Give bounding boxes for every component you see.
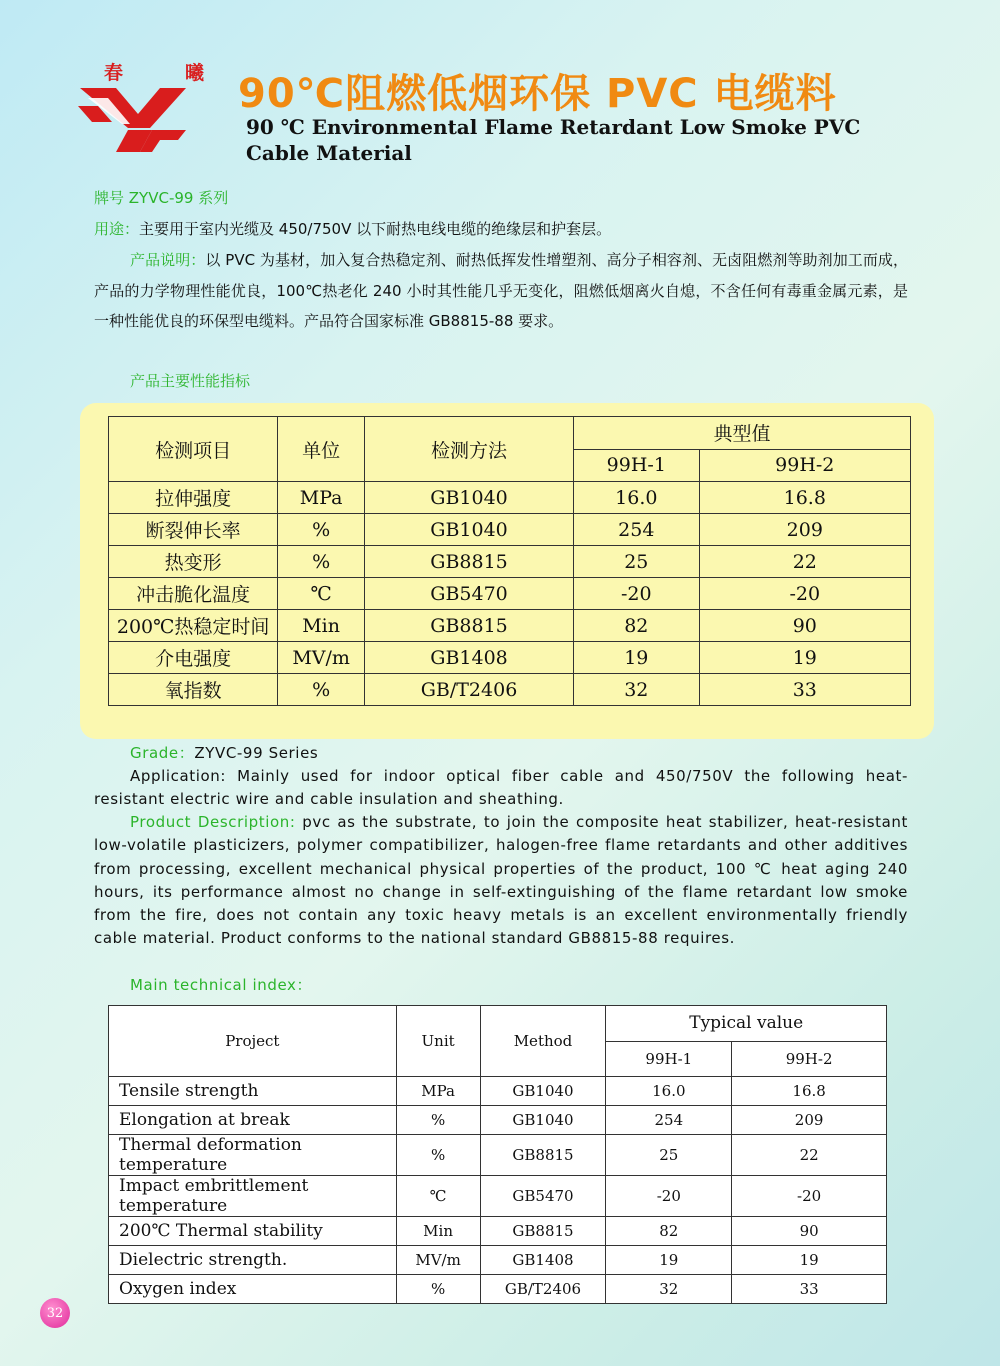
cell-item: Impact embrittlement temperature [109, 1176, 397, 1217]
table-row [109, 1275, 887, 1304]
grade-en-label: Grade： [130, 744, 195, 762]
cell-method: GB8815 [364, 610, 573, 642]
header-typical: 典型值 [574, 417, 911, 450]
cell-v2: 209 [732, 1106, 887, 1135]
application-en: Application: Mainly used for indoor optical fiber cable and 450/750V the following heat-resistant electric wire and cable insulation and sheathing. [94, 767, 908, 809]
cell-v1: 16.0 [574, 482, 700, 514]
cell-method: GB8815 [480, 1217, 606, 1246]
cell-unit: ℃ [396, 1176, 480, 1217]
description-cn-label: 产品说明： [130, 251, 206, 269]
description-en-text: pvc as the substrate, to join the composite heat stabilizer, heat-resistant low-volatile plasticizers, polymer compatibilizer, halogen-free flame retardants and other additives from processing, excellent mechanical physical properties of the product, 100 ℃ heat aging 240 hours, its performance almost no change in self-extinguishing of the flame retardant low smoke from the fire, does not contain any toxic heavy metals is an excellent environmentally friendly cable material. Product conforms to the national standard GB8815-88 requires. [94, 813, 908, 948]
cell-item: Tensile strength [109, 1077, 397, 1106]
grade-cn [94, 183, 908, 213]
cell-unit: MPa [396, 1077, 480, 1106]
cell-v2: 22 [732, 1135, 887, 1176]
table-row [109, 674, 911, 706]
cell-v1: 32 [574, 674, 700, 706]
cell-v1: -20 [574, 578, 700, 610]
cell-item: 热变形 [109, 546, 278, 578]
logo-char-1: 春 [104, 62, 124, 84]
index-en-label: Main technical index： [130, 976, 313, 994]
table-row [109, 610, 911, 642]
cell-unit: % [396, 1106, 480, 1135]
page-title-cn: 90℃阻燃低烟环保 PVC 电缆料 [238, 71, 837, 117]
grade-en-text: ZYVC-99 Series [194, 744, 319, 762]
cell-v1: -20 [606, 1176, 732, 1217]
cell-item: 氧指数 [109, 674, 278, 706]
cell-unit: % [396, 1135, 480, 1176]
cell-item: 断裂伸长率 [109, 514, 278, 546]
cell-method: GB1408 [480, 1246, 606, 1275]
cell-item: Oxygen index [109, 1275, 397, 1304]
cell-method: GB5470 [480, 1176, 606, 1217]
usage-cn-text: 主要用于室内光缆及 450/750V 以下耐热电线电缆的绝缘层和护套层。 [139, 220, 612, 238]
cell-v1: 16.0 [606, 1077, 732, 1106]
cell-v2: -20 [699, 578, 910, 610]
cell-v1: 254 [574, 514, 700, 546]
header-item: 检测项目 [109, 417, 278, 482]
cell-v2: 209 [699, 514, 910, 546]
performance-table-cn [108, 416, 911, 706]
cell-method: GB8815 [480, 1135, 606, 1176]
usage-cn-label: 用途： [94, 220, 140, 238]
table-row [109, 1217, 887, 1246]
cell-v2: -20 [732, 1176, 887, 1217]
description-cn [94, 245, 908, 337]
cell-unit: Min [278, 610, 365, 642]
cell-item: Dielectric strength. [109, 1246, 397, 1275]
cell-v1: 82 [606, 1217, 732, 1246]
brand-logo [78, 58, 204, 158]
header-method: 检测方法 [364, 417, 573, 482]
cell-item: 200℃ Thermal stability [109, 1217, 397, 1246]
header-typical: Typical value [606, 1006, 887, 1042]
cell-v2: 33 [732, 1275, 887, 1304]
cell-item: 冲击脆化温度 [109, 578, 278, 610]
cell-method: GB5470 [364, 578, 573, 610]
cell-v2: 19 [732, 1246, 887, 1275]
header-item: Project [109, 1006, 397, 1077]
table-row [109, 514, 911, 546]
performance-table-en [108, 1005, 887, 1304]
cell-method: GB/T2406 [480, 1275, 606, 1304]
cell-method: GB1040 [364, 514, 573, 546]
table-row [109, 1077, 887, 1106]
page-title-en: 90 ℃ Environmental Flame Retardant Low Smoke PVC Cable Material [246, 115, 861, 165]
cell-unit: % [278, 546, 365, 578]
header-v2: 99H-2 [732, 1041, 887, 1077]
cell-v2: 16.8 [732, 1077, 887, 1106]
header-v1: 99H-1 [574, 449, 700, 482]
index-cn-label: 产品主要性能指标 [130, 372, 251, 390]
table-row [109, 546, 911, 578]
cell-unit: Min [396, 1217, 480, 1246]
cell-unit: MV/m [278, 642, 365, 674]
grade-cn-text: 牌号 ZYVC-99 系列 [94, 189, 229, 207]
cell-method: GB1408 [364, 642, 573, 674]
cell-method: GB1040 [480, 1106, 606, 1135]
cell-v1: 82 [574, 610, 700, 642]
header-v2: 99H-2 [699, 449, 910, 482]
cell-item: Thermal deformation temperature [109, 1135, 397, 1176]
cell-item: Elongation at break [109, 1106, 397, 1135]
cell-unit: % [278, 674, 365, 706]
cell-v1: 25 [606, 1135, 732, 1176]
grade-en [94, 742, 908, 765]
cell-v2: 19 [699, 642, 910, 674]
table-row [109, 482, 911, 514]
usage-cn [94, 214, 908, 244]
header-unit: Unit [396, 1006, 480, 1077]
description-cn-text: 以 PVC 为基材，加入复合热稳定剂、耐热低挥发性增塑剂、高分子相容剂、无卤阻燃剂等助剂加工而成，产品的力学物理性能优良，100℃热老化 240 小时其性能几乎无变化，阻燃低烟离火自熄，不含任何有毒重金属元素，是一种性能优良的环保型电缆料。产品符合国家标准 GB8815-88 要求。 [94, 251, 908, 330]
page-number: 32 [40, 1298, 70, 1328]
cell-v1: 25 [574, 546, 700, 578]
logo-mark-icon [78, 84, 188, 154]
cell-v1: 19 [574, 642, 700, 674]
cell-v2: 16.8 [699, 482, 910, 514]
description-en-label: Product Description: [130, 813, 296, 831]
cell-item: 200℃热稳定时间 [109, 610, 278, 642]
cell-v1: 19 [606, 1246, 732, 1275]
cell-unit: % [396, 1275, 480, 1304]
table-row [109, 1135, 887, 1176]
description-en [94, 811, 908, 951]
header-unit: 单位 [278, 417, 365, 482]
table-row [109, 1176, 887, 1217]
header-v1: 99H-1 [606, 1041, 732, 1077]
cell-method: GB/T2406 [364, 674, 573, 706]
table-row [109, 642, 911, 674]
cell-v2: 90 [732, 1217, 887, 1246]
cell-v2: 33 [699, 674, 910, 706]
logo-char-2: 曦 [184, 62, 204, 84]
table-row [109, 1246, 887, 1275]
cell-item: 拉伸强度 [109, 482, 278, 514]
cell-unit: MPa [278, 482, 365, 514]
cell-item: 介电强度 [109, 642, 278, 674]
cell-v1: 254 [606, 1106, 732, 1135]
cell-unit: % [278, 514, 365, 546]
cell-unit: MV/m [396, 1246, 480, 1275]
cell-v2: 22 [699, 546, 910, 578]
table-row [109, 1106, 887, 1135]
cell-v2: 90 [699, 610, 910, 642]
cell-v1: 32 [606, 1275, 732, 1304]
cell-method: GB8815 [364, 546, 573, 578]
cell-unit: ℃ [278, 578, 365, 610]
table-row [109, 578, 911, 610]
cell-method: GB1040 [480, 1077, 606, 1106]
cell-method: GB1040 [364, 482, 573, 514]
header-method: Method [480, 1006, 606, 1077]
